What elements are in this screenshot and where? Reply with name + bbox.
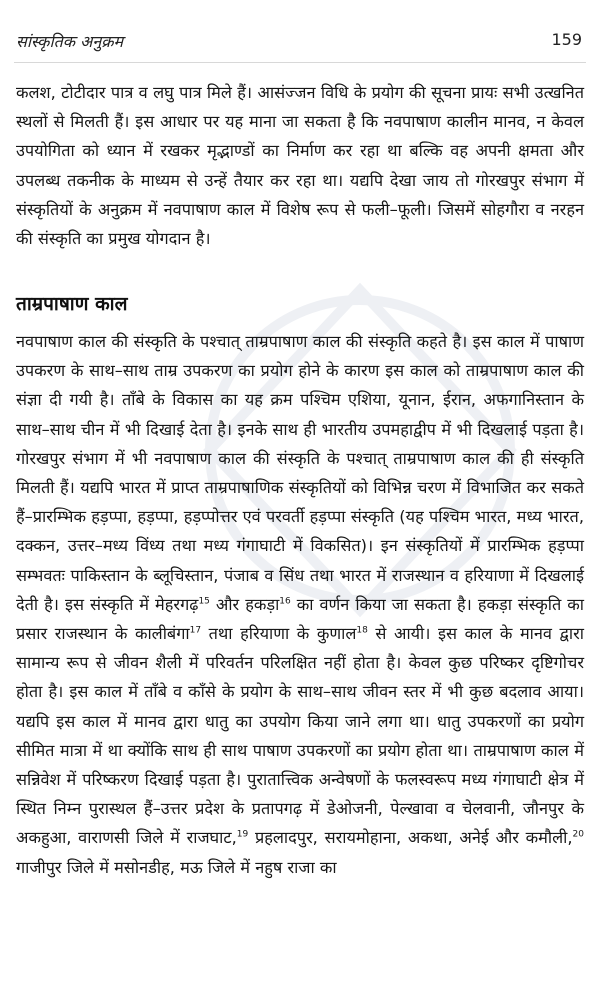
running-head: सांस्कृतिक अनुक्रम bbox=[16, 32, 124, 51]
page-number: 159 bbox=[551, 30, 582, 49]
section-heading: ताम्रपाषाण काल bbox=[16, 293, 128, 315]
paragraph-2-text: और हकड़ा bbox=[209, 594, 280, 614]
header-divider bbox=[14, 62, 586, 63]
paragraph-2-text: से आयी। इस काल के मानव द्वारा सामान्य रूप से जीवन शैली में परिवर्तन परिलक्षित नहीं होता है। केवल कुछ परिष्कर दृष्टिगोचर होता है। इस काल में ताँबे व काँसे के प्रयोग के साथ–साथ जीवन स्तर में भी कुछ बदलाव आया। यद्यपि इस काल में मानव द्वारा धातु का उपयोग किया जाने लगा था। धातु उपकरणों का प्रयोग सीमित मात्रा में था क्योंकि साथ ही साथ पाषाण उपकरणों का प्रयोग होता था। ताम्रपाषाण काल में सन्निवेश में परिष्करण दिखाई पड़ता है। पुरातात्त्विक अन्वेषणों के फलस्वरूप मध्य गंगाघाटी क्षेत्र में स्थित निम्न पुरास्थल हैं–उत्तर प्रदेश के प्रतापगढ़ में डेओजनी, पेल्खावा व चेलवानी, जौनपुर के अकहुआ, वाराणसी जिले में राजघाट, bbox=[16, 624, 584, 848]
footnote-ref-17: 17 bbox=[189, 625, 202, 636]
footnote-ref-15: 15 bbox=[198, 596, 210, 607]
paragraph-2-text: गाजीपुर जिले में मसोनडीह, मऊ जिले में नहुष राजा का bbox=[16, 857, 337, 877]
paragraph-2-text: तथा हरियाणा के कुणाल bbox=[201, 624, 357, 644]
paragraph-2-text: प्रहलादपुर, सरायमोहाना, अकथा, अनेई और कमौली, bbox=[248, 828, 573, 848]
footnote-ref-20: 20 bbox=[572, 830, 584, 841]
paragraph-2-text: नवपाषाण काल की संस्कृति के पश्चात् ताम्रपाषाण काल की संस्कृति कहते है। इस काल में पाषाण उपकरण के साथ–साथ ताम्र उपकरण का प्रयोग होने के कारण इस काल को ताम्रपाषाण काल की संज्ञा दी गयी है। ताँबे के विकास का यह क्रम पश्चिम एशिया, यूनान, ईरान, अफगानिस्तान के साथ–साथ चीन में भी दिखाई देता है। इनके साथ ही भारतीय उपमहाद्वीप में भी दिखलाई पड़ता है। गोरखपुर संभाग में भी नवपाषाण काल की संस्कृति के पश्चात् ताम्रपाषाण काल की ही संस्कृति मिलती हैं। यद्यपि भारत में प्राप्त ताम्रपाषाणिक संस्कृतियों को विभिन्न चरण में विभाजित कर सकते हैं–प्रारम्भिक हड़प्पा, हड़प्पा, हड़प्पोत्तर एवं परवर्ती हड़प्पा संस्कृति (यह पश्चिम भारत, मध्य भारत, दक्कन, उत्तर–मध्य विंध्य तथा मध्य गंगाघाटी में विकसित)। इन संस्कृतियों में प्रारम्भिक हड़प्पा सम्भवतः पाकिस्तान के ब्लूचिस्तान, पंजाब व सिंध तथा भारत में राजस्थान व हरियाणा में दिखलाई देती है। इस संस्कृति में मेहरगढ़ bbox=[16, 332, 584, 614]
paragraph-2 bbox=[16, 327, 584, 882]
paragraph-2-text: का वर्णन किया जा सकता है। हकड़ा संस्कृति का प्रसार राजस्थान के कालीबंगा bbox=[16, 594, 584, 644]
footnote-ref-19: 19 bbox=[236, 830, 249, 841]
page-header bbox=[16, 30, 582, 54]
footnote-ref-18: 18 bbox=[356, 625, 368, 636]
paragraph-1: कलश, टोटीदार पात्र व लघु पात्र मिले हैं। आसंज्जन विधि के प्रयोग की सूचना प्रायः सभी उत्खनित स्थलों से मिलती हैं। इस आधार पर यह माना जा सकता है कि नवपाषाण कालीन मानव, न केवल उपयोगिता को ध्यान में रखकर मृद्भाण्डों का निर्माण कर रहा था बल्कि वह अपनी क्षमता और उपलब्ध तकनीक के माध्यम से उन्हें तैयार कर रहा था। यद्यपि देखा जाय तो गोरखपुर संभाग में संस्कृतियों के अनुक्रम में नवपाषाण काल में विशेष रूप से फली–फूली। जिसमें सोहगौरा व नरहन की संस्कृति का प्रमुख योगदान है। bbox=[16, 83, 584, 249]
footnote-ref-16: 16 bbox=[279, 596, 291, 607]
